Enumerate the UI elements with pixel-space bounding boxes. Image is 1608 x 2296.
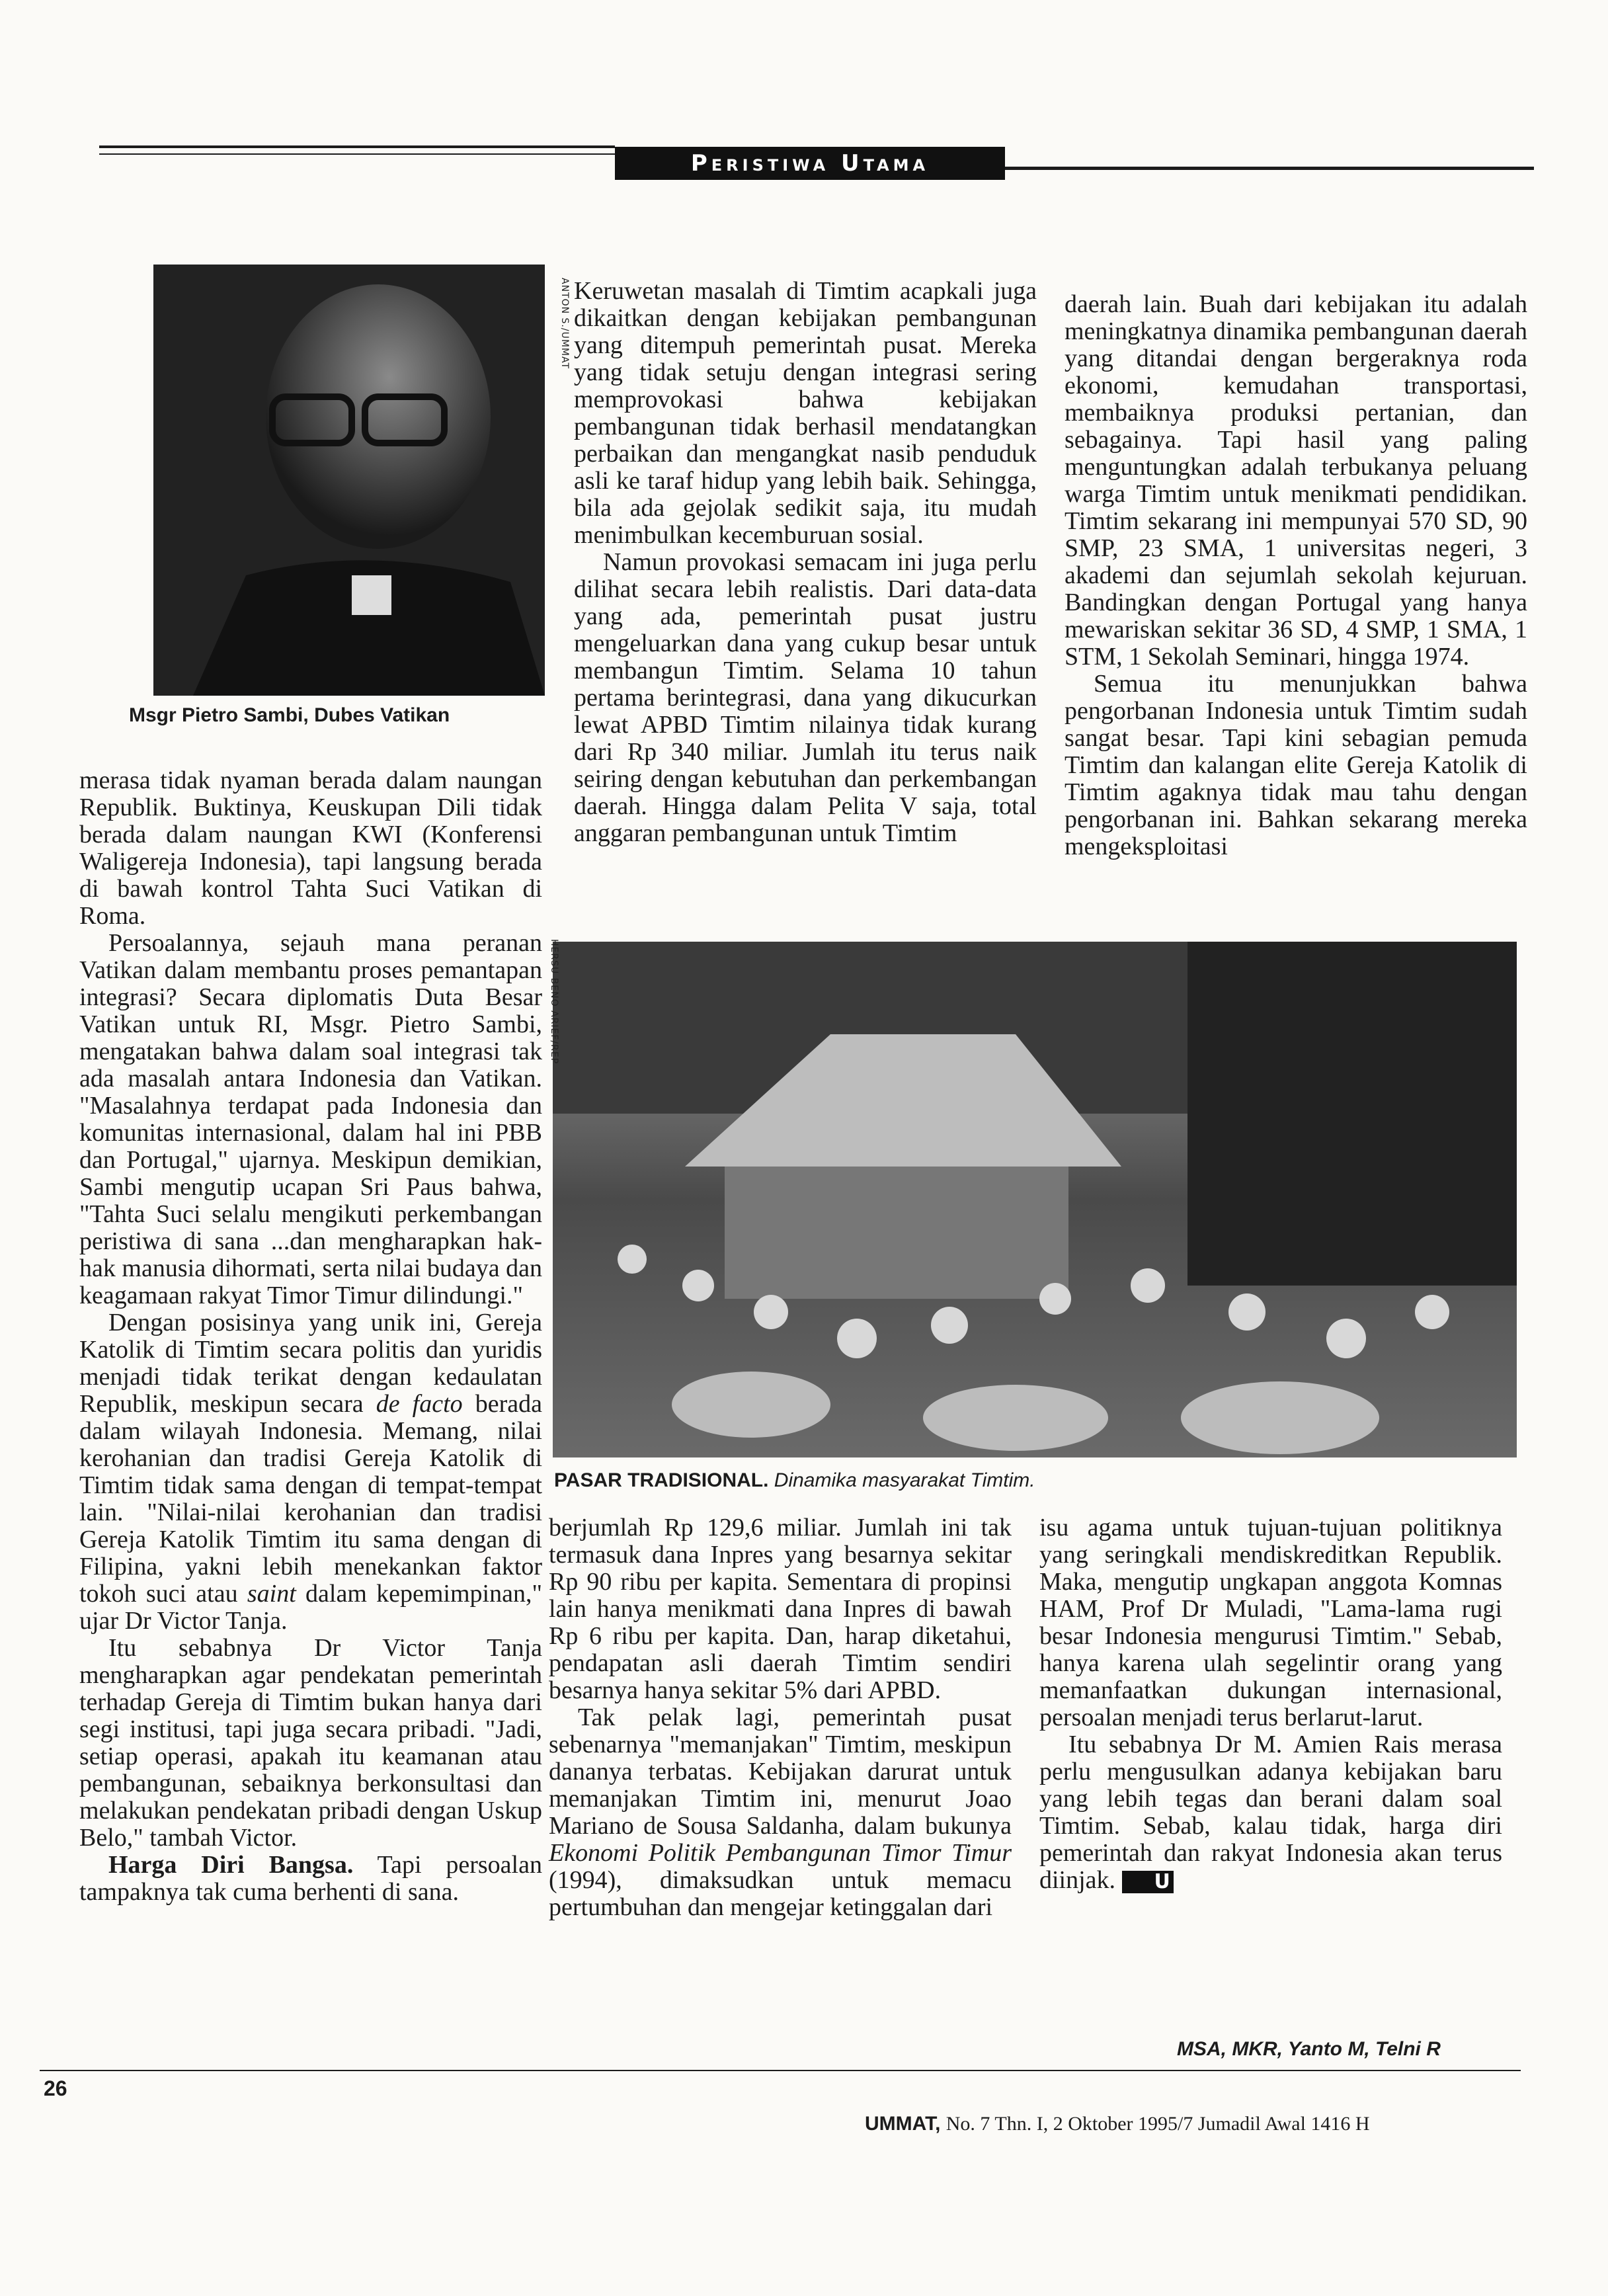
col2b-paragraph-2 <box>549 1704 1012 1921</box>
footer-issue-line <box>865 2113 1370 2135</box>
header-rule-right <box>1005 167 1534 170</box>
col1-p5-text: Tapi persoalan tampaknya tak cuma berhenti di sana. <box>79 1851 542 1906</box>
col1-paragraph-2: Persoalannya, sejauh mana peranan Vatikan dalam membantu proses pemantapan integrasi? Secara diplomatis Duta Besar Vatikan untuk RI, Msgr. Pietro Sambi, mengatakan bahwa dalam soal integrasi tak ada masalah antara Indonesia dan Vatikan. "Masalahnya terdapat pada Indonesia dan komunitas internasional, dalam hal ini PBB dan Portugal," ujarnya. Meskipun demikian, Sambi mengutip ucapan Sri Paus bahwa, "Tahta Suci selalu mengikuti perkembangan peristiwa di sana ...dan mengharapkan hak-hak manusia dihormati, serta nilai budaya dan keagamaan rakyat Timor Timur dilindungi." <box>79 929 542 1309</box>
byline: MSA, MKR, Yanto M, Telni R <box>1177 2038 1441 2060</box>
col2b-p2-part-a: Tak pelak lagi, pemerintah pusat sebenarnya "memanjakan" Timtim, meskipun dananya terbatas. Kebijakan darurat untuk memanjakan Timtim ini, menurut Joao Mariano de Sousa Saldanha, dalam bukunya <box>549 1703 1012 1840</box>
market-photo <box>553 942 1517 1457</box>
market-caption <box>554 1469 1035 1492</box>
end-mark-icon: U <box>1122 1871 1174 1893</box>
issue-info: No. 7 Thn. I, 2 Oktober 1995/7 Jumadil Awal 1416 H <box>945 2113 1370 2135</box>
col3b-paragraph-1: isu agama untuk tujuan-tujuan politiknya yang seringkali mendiskreditkan Republik. Maka, mengutip ungkapan anggota Komnas HAM, Prof Dr Muladi, "Lama-lama rugi besar Indonesia mengurusi Timtim." Sebab, hanya karena ulah segelintir orang yang memanfaatkan dukungan internasional, persoalan menjadi terus berlarut-larut. <box>1039 1514 1502 1731</box>
col2-paragraph-1: Keruwetan masalah di Timtim acapkali juga dikaitkan dengan kebijakan pembangunan yang ditempuh pemerintah pusat. Mereka yang tidak setuju dengan integrasi sering memprovokasi bahwa kebijakan pembangunan tidak berhasil mendatangkan perbaikan dan mengangkat nasib penduduk asli ke taraf hidup yang lebih baik. Sehingga, bila ada gejolak sedikit saja, itu mudah menimbulkan kecemburuan sosial. <box>574 277 1037 549</box>
col1-paragraph-1: merasa tidak nyaman berada dalam naungan Republik. Buktinya, Keuskupan Dili tidak berada dalam naungan KWI (Konferensi Waligereja Indonesia), tapi langsung berada di bawah kontrol Tahta Suci Vatikan di Roma. <box>79 766 542 930</box>
header-rule-left <box>99 145 615 148</box>
market-caption-bold: PASAR TRADISIONAL. <box>554 1469 769 1491</box>
market-credit: HERSU BENO ARIEF/REP <box>549 939 559 1065</box>
col1-p3-italic: de facto <box>376 1390 463 1418</box>
col1-paragraph-5 <box>79 1852 542 1906</box>
col1-paragraph-4: Itu sebabnya Dr Victor Tanja mengharapkan agar pendekatan pemerintah terhadap Gereja di Timtim bukan hanya dari segi institusi, tapi juga secara pribadi. "Jadi, setiap operasi, apakah itu keamanan atau pembangunan, sebaiknya berkonsultasi dan melakukan pendekatan pribadi dengan Uskup Belo," tambah Victor. <box>79 1634 542 1852</box>
section-banner: Peristiwa Utama <box>615 147 1005 180</box>
header-rule-left-2 <box>99 153 615 155</box>
magazine-name: UMMAT, <box>865 2113 941 2135</box>
column-1 <box>79 767 542 1906</box>
col2b-p2-part-b: (1994), dimaksudkan untuk memacu pertumbuhan dan mengejar ketinggalan dari <box>549 1866 1012 1921</box>
column-3-top <box>1065 291 1527 860</box>
col3b-paragraph-2 <box>1039 1731 1502 1894</box>
col1-p3-italic-2: saint <box>247 1580 296 1608</box>
column-2-bottom <box>549 1514 1012 1921</box>
col3b-p2-text: Itu sebabnya Dr M. Amien Rais merasa perlu mengusulkan adanya kebijakan baru yang lebih tegas dan berani dalam soal Timtim. Sebab, kalau tidak, harga diri pemerintah dan rakyat Indonesia akan terus diinjak. <box>1039 1731 1502 1894</box>
col1-p3-part-b: berada dalam wilayah Indonesia. Memang, nilai kerohanian dan tradisi Gereja Katolik di Timtim tidak sama dengan di tempat-tempat lain. "Nilai-nilai kerohanian dan tradisi Gereja Katolik Timtim itu sama dengan di Filipina, yakni lebih menekankan faktor tokoh suci atau <box>79 1390 542 1608</box>
col3-paragraph-1: daerah lain. Buah dari kebijakan itu adalah meningkatnya dinamika pembangunan daerah yang ditandai dengan bergeraknya roda ekonomi, kemudahan transportasi, membaiknya produksi pertanian, dan sebagainya. Tapi hasil yang paling menguntungkan adalah terbukanya peluang warga Timtim untuk menikmati pendidikan. Timtim sekarang ini mempunyai 570 SD, 90 SMP, 23 SMA, 1 universitas negeri, 3 akademi dan sejumlah sekolah kejuruan. Bandingkan dengan Portugal yang hanya mewariskan sekitar 36 SD, 4 SMP, 1 SMA, 1 STM, 1 Sekolah Seminari, hingga 1974. <box>1065 290 1527 671</box>
portrait-caption: Msgr Pietro Sambi, Dubes Vatikan <box>129 704 450 726</box>
column-3-bottom <box>1039 1514 1502 1894</box>
portrait-credit: ANTON S./UMMAT <box>559 278 570 370</box>
col2b-paragraph-1: berjumlah Rp 129,6 miliar. Jumlah ini tak termasuk dana Inpres yang besarnya sekitar Rp 90 ribu per kapita. Sementara di propinsi lain hanya menikmati dana Inpres di bawah Rp 6 ribu per kapita. Dan, harap diketahui, pendapatan asli daerah Timtim sendiri besarnya hanya sekitar 5% dari APBD. <box>549 1514 1012 1704</box>
col3-paragraph-2: Semua itu menunjukkan bahwa pengorbanan Indonesia untuk Timtim sudah sangat besar. Tapi kini sebagian pemuda Timtim dan kalangan elite Gereja Katolik di Timtim agaknya tidak mau tahu dengan pengorbanan ini. Bahkan sekarang mereka mengeksploitasi <box>1065 670 1527 860</box>
page-number: 26 <box>44 2076 67 2100</box>
col1-p3-part-c: dalam kepemimpinan," ujar Dr Victor Tanja. <box>79 1580 542 1635</box>
subheading-harga-diri: Harga Diri Bangsa. <box>108 1851 354 1879</box>
col1-p3-part-a: Dengan posisinya yang unik ini, Gereja Katolik di Timtim secara politis dan yuridis menjadi tidak terikat dengan kedaulatan Republik, meskipun secara <box>79 1309 542 1418</box>
portrait-image <box>153 265 545 696</box>
col1-paragraph-3 <box>79 1309 542 1635</box>
column-2-top <box>574 278 1037 847</box>
book-title: Ekonomi Politik Pembangunan Timor Timur <box>549 1839 1012 1867</box>
col2-paragraph-2: Namun provokasi semacam ini juga perlu dilihat secara lebih realistis. Dari data-data yang ada, pemerintah pusat justru mengeluarkan dana yang cukup besar untuk membangun Timtim. Selama 10 tahun pertama berintegrasi, dana yang dikucurkan lewat APBD Timtim nilainya tidak kurang dari Rp 340 miliar. Jumlah itu terus naik seiring dengan kebutuhan dan perkembangan daerah. Hingga dalam Pelita V saja, total anggaran pembangunan untuk Timtim <box>574 548 1037 847</box>
portrait-photo <box>153 265 545 696</box>
market-image <box>553 942 1517 1457</box>
footer-rule <box>40 2070 1521 2071</box>
market-caption-italic: Dinamika masyarakat Timtim. <box>774 1469 1035 1491</box>
